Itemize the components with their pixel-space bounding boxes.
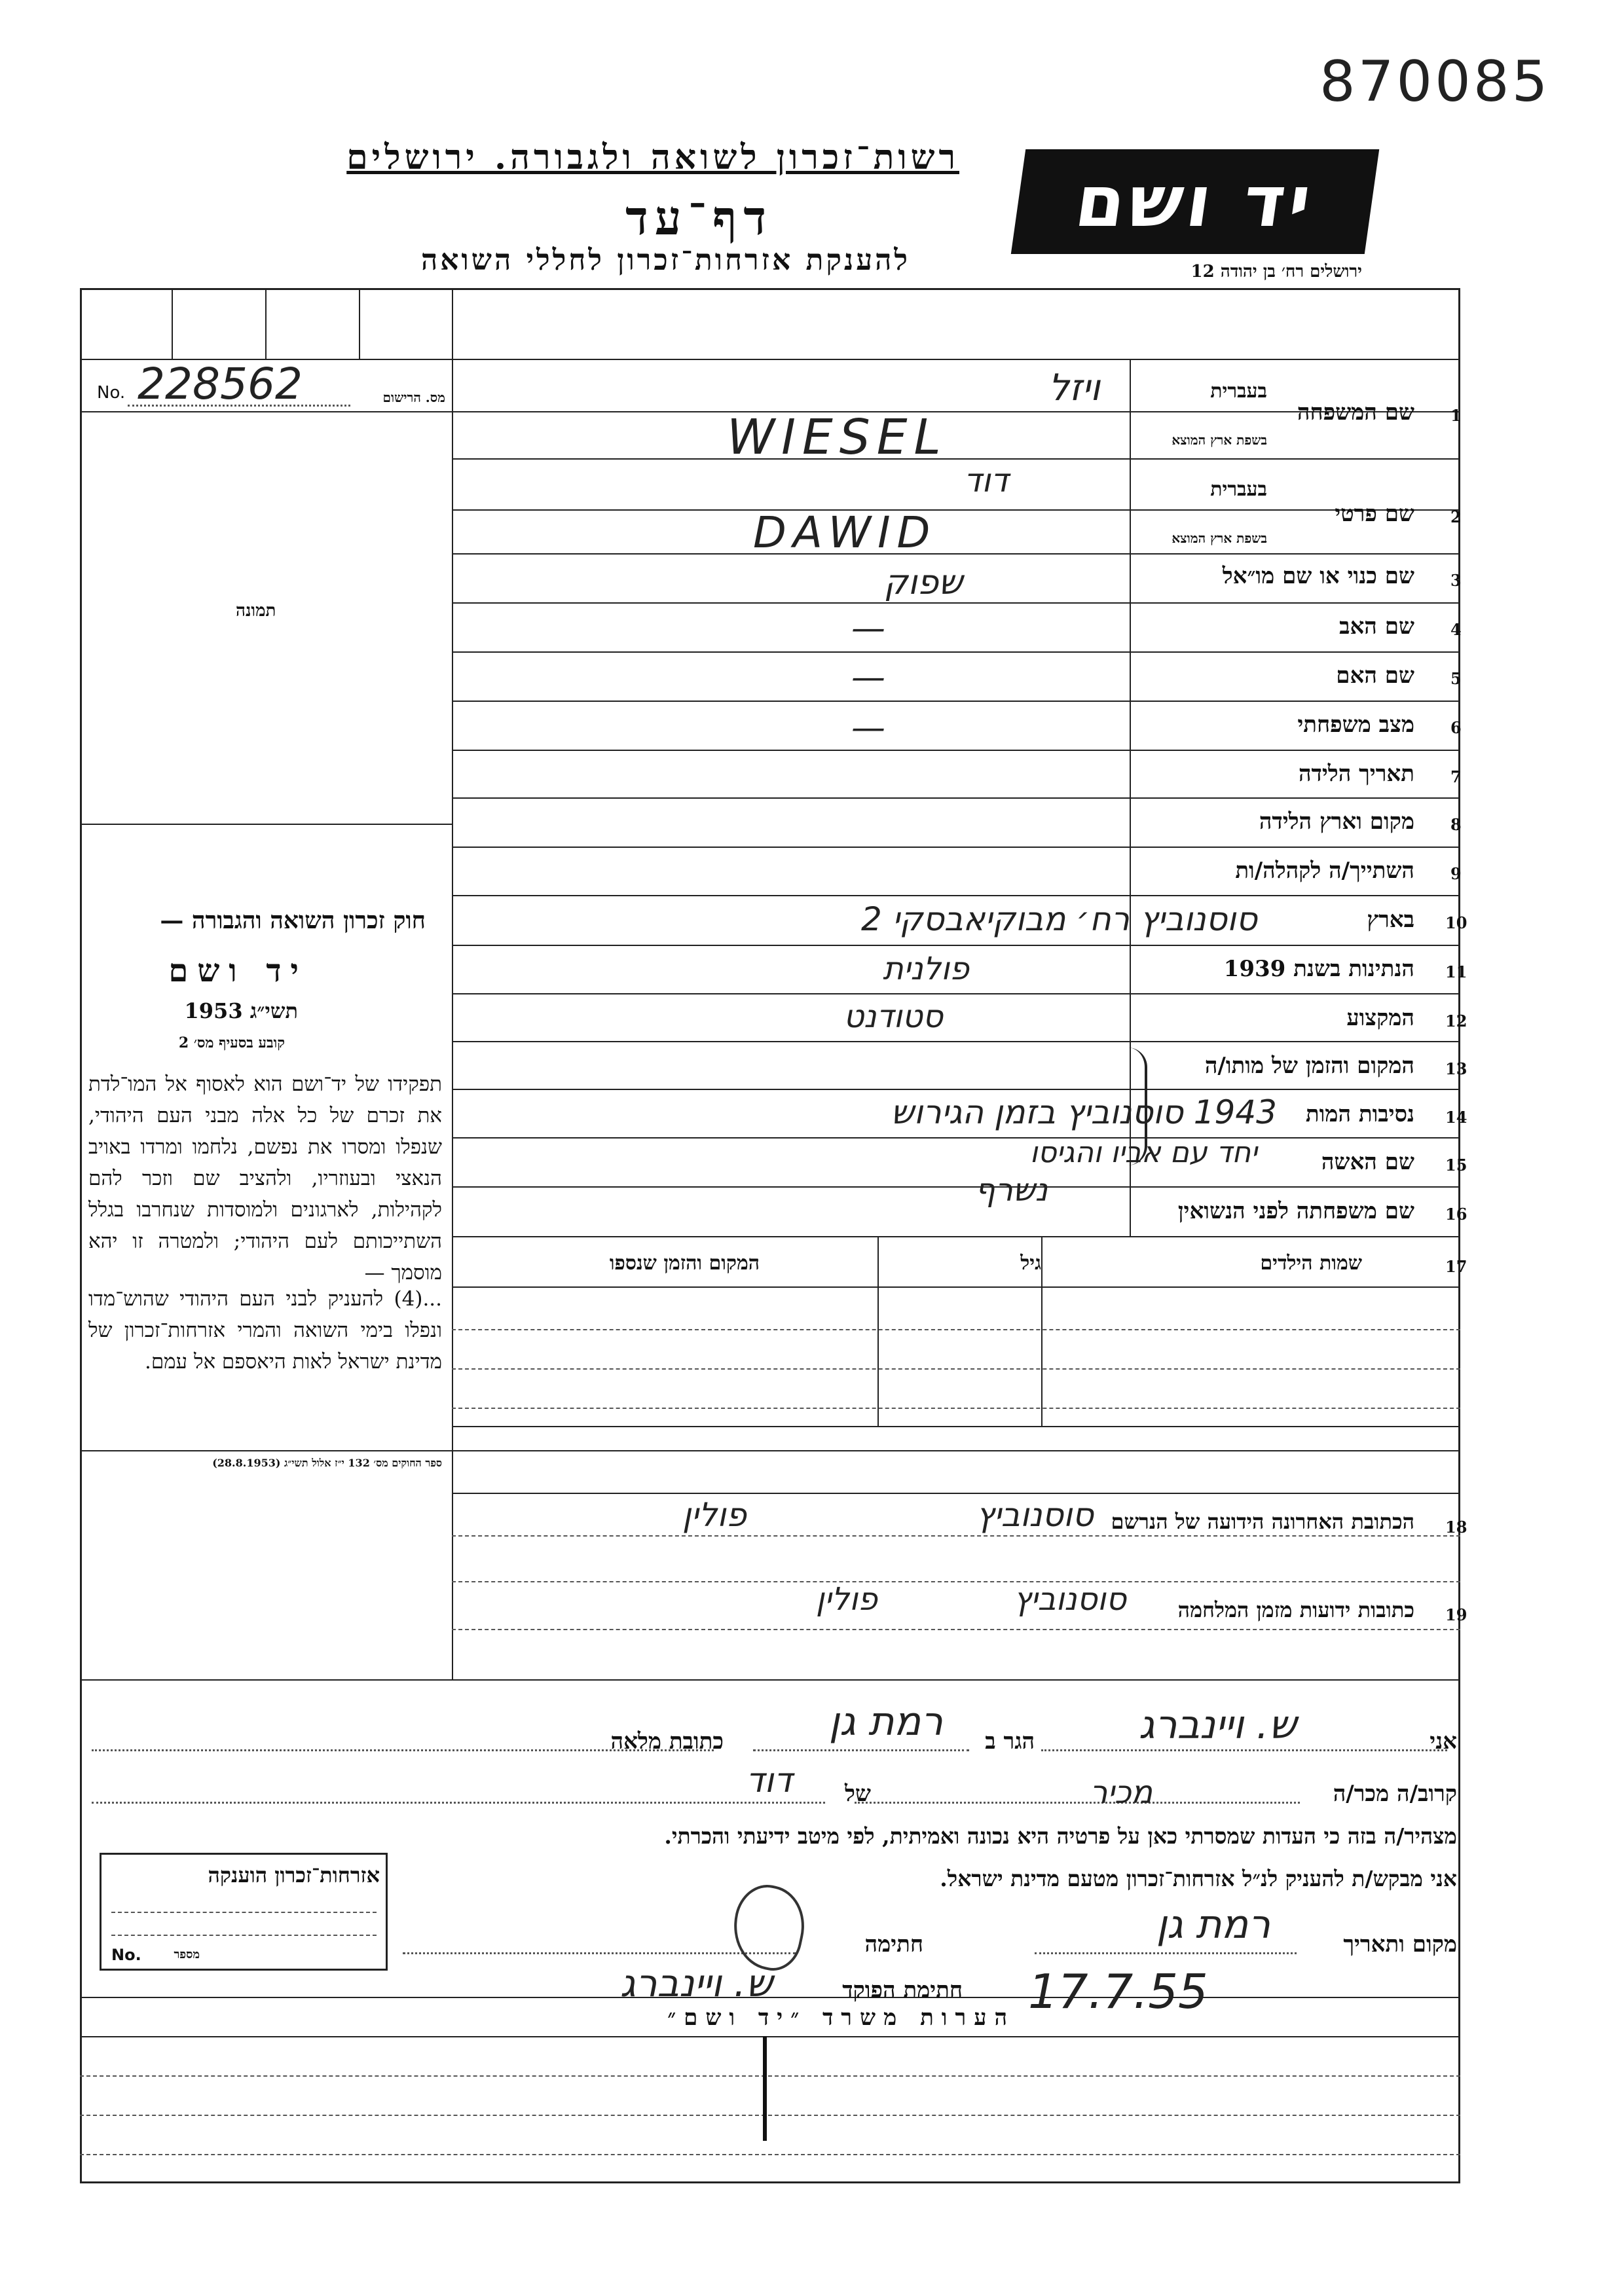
surname-hebrew-value: ויזל <box>1048 367 1100 409</box>
field-12-num: 12 <box>1445 1011 1467 1030</box>
decl-official-signature-value: ש. ויינברג <box>619 1961 773 2005</box>
photo-label: תמונה <box>236 601 276 621</box>
field-9-label: השתייך/ה לקהלה/ות <box>1235 858 1414 884</box>
law-reference: ספר החוקים מס׳ 132 י״ז אלול תשי״ג (28.8.1953) <box>212 1457 442 1469</box>
field-2-origin-sub: בשפת ארץ המוצא <box>1172 530 1267 546</box>
field-16-label: שם משפחתה לפני הנשואין <box>1177 1198 1414 1224</box>
field-18-num: 18 <box>1445 1518 1467 1537</box>
wartime-address-country: פולין <box>815 1581 877 1618</box>
field-16-num: 16 <box>1445 1205 1467 1224</box>
country-value: סוסנוביץ רח׳ מבוקיאבסקי 2 <box>861 900 1257 938</box>
field-14-label: נסיבות המות <box>1305 1101 1414 1127</box>
firstname-hebrew-value: דוד <box>963 462 1008 500</box>
decl-of: של <box>845 1781 871 1807</box>
page-title: דף־עד <box>625 190 773 246</box>
last-address-city: סוסנוביץ <box>976 1496 1094 1534</box>
archive-number: 870085 <box>1320 49 1551 115</box>
decl-statement-2: אני מבקש/ת להעניק לנ״ל אזרחות־זכרון מטעם מדינת ישראל. <box>940 1866 1457 1891</box>
field-18-label: הכתובת האחרונה הידועה של הנרשם <box>1111 1509 1414 1534</box>
mother-name-value: — <box>851 658 885 697</box>
field-9-num: 9 <box>1450 864 1462 883</box>
decl-relation-label: קרוב/ה מכר/ה <box>1333 1781 1457 1807</box>
surname-original-value: WIESEL <box>727 409 948 465</box>
citizenship-value: פולנית <box>883 951 969 987</box>
field-10-label: בארץ <box>1367 907 1414 933</box>
field-8-label: מקום וארץ הלידה <box>1259 809 1414 835</box>
field-19-num: 19 <box>1445 1605 1467 1624</box>
field-15-label: שם האשה <box>1321 1149 1414 1175</box>
field-8-num: 8 <box>1450 815 1462 834</box>
field-10-num: 10 <box>1445 913 1467 932</box>
field-3-label: שם כנוי או שם מו״אל <box>1222 563 1414 589</box>
field-14-num: 14 <box>1445 1108 1467 1127</box>
field-6-num: 6 <box>1450 718 1462 737</box>
field-11-num: 11 <box>1445 962 1467 981</box>
decl-ani: אני <box>1430 1728 1457 1755</box>
authority-title: רשות־זכרון לשואה ולגבורה. ירושלים <box>346 137 959 177</box>
field-19-label: כתובות ידועות מזמן המלחמה <box>1177 1597 1414 1622</box>
family-status-value: — <box>851 708 885 748</box>
law-title: חוק זכרון השואה והגבורה — <box>160 907 426 934</box>
field-13-label: המקום והזמן של מותו/ה <box>1204 1053 1414 1079</box>
law-year: תשי״ג 1953 <box>184 998 298 1023</box>
law-body-1: תפקידו של יד־ושם הוא לאסוף אל המו־לדת את זכרם של כל אלה מבני העם היהודי, שנפלו ומסרו את נפשם, נלחמו ומרדו באויב הנאצי ובעוזריו, ולהציב שם וזכר להם לקהילות, לארגונים ולמוסדות שנחרבו בגלל השתייכותם לעם היהודי; ולמטרה זו יהא מוסמך — <box>88 1072 442 1285</box>
last-address-country: פולין <box>682 1496 747 1534</box>
field-5-label: שם האם <box>1336 663 1414 689</box>
registration-no-label: No. <box>97 383 126 403</box>
field-2-hebrew-sub: בעברית <box>1210 478 1267 501</box>
death-circumstances-line2: יחד עם אביו והגיסו <box>1029 1136 1257 1169</box>
handwritten-bracket <box>1118 1048 1147 1165</box>
field-4-label: שם האב <box>1339 613 1414 640</box>
death-circumstances-line1: 1943 סוסנוביץ בזמן הגירוש <box>891 1093 1277 1131</box>
page-subtitle: להענקת אזרחות־זכרון לחללי השואה <box>420 244 910 277</box>
field-7-label: תאריך הלידה <box>1298 761 1414 787</box>
nickname-value: שפוק <box>883 563 963 602</box>
profession-value: סטודנט <box>843 998 943 1035</box>
decl-ani-value: ש. ויינברג <box>1138 1702 1297 1748</box>
decl-relation-value: מכיר <box>1090 1774 1153 1811</box>
field-3-num: 3 <box>1450 571 1462 590</box>
office-notes-title: הערות משרד ״יד ושם״ <box>667 2005 1015 2031</box>
field-4-num: 4 <box>1450 620 1462 639</box>
children-names-header: שמות הילדים <box>1260 1252 1362 1275</box>
field-2-label: שם פרטי <box>1335 501 1414 527</box>
firstname-original-value: DAWID <box>753 507 937 558</box>
field-11-label: הנתינות בשנת 1939 <box>1223 956 1414 982</box>
registration-he-label: מס. הרישום <box>382 390 445 405</box>
field-1-num: 1 <box>1450 406 1462 425</box>
decl-statement-1: מצהיר/ה בזה כי העדות שמסרתי כאן על פרטיה היא נכונה ואמיתית, לפי מיטב ידיעתי והכרתי. <box>664 1823 1457 1849</box>
decl-full-address: כתובת מלאה <box>610 1728 724 1755</box>
field-2-num: 2 <box>1450 507 1462 526</box>
field-7-num: 7 <box>1450 767 1462 786</box>
children-age-header: גיל <box>1020 1252 1041 1275</box>
field-17-num: 17 <box>1445 1257 1467 1276</box>
death-circumstances-line3: נשרף <box>974 1172 1048 1209</box>
law-name: יד ושם <box>168 953 308 989</box>
decl-lives-in: הגר ב <box>985 1728 1035 1755</box>
law-body-2: ...(4) להעניק לבני העם היהודי שהוש־מדו ונפלו בימי השואה והמרי אזרחות־זכרון של מדינת ישראל לאות היאספם אל עמם. <box>88 1287 442 1374</box>
yad-vashem-logo <box>1011 149 1379 254</box>
children-place-header: המקום והזמן שנספו <box>609 1252 760 1275</box>
field-1-label: שם המשפחה <box>1297 399 1414 426</box>
decl-date-value: 17.7.55 <box>1028 1964 1208 2019</box>
citizenship-box-he-label: מספר <box>174 1948 200 1961</box>
field-13-num: 13 <box>1445 1059 1467 1078</box>
registration-number: 228562 <box>138 359 303 409</box>
decl-official-signature-label: חתימת הפוקד <box>842 1977 963 2003</box>
decl-lives-value: רמת גן <box>828 1699 943 1745</box>
field-1-origin-sub: בשפת ארץ המוצא <box>1172 432 1267 448</box>
decl-place-date: מקום ותאריך <box>1343 1931 1457 1958</box>
decl-signature-label: חתימה <box>864 1931 923 1958</box>
citizenship-box-no: No. <box>111 1946 141 1964</box>
wartime-address-city: סוסנוביץ <box>1013 1581 1126 1618</box>
field-15-num: 15 <box>1445 1156 1467 1175</box>
field-1-hebrew-sub: בעברית <box>1210 380 1267 403</box>
logo-address: ירושלים רח׳ בן יהודה 12 <box>1190 262 1362 282</box>
law-clause: קובע בסעיף מס׳ 2 <box>178 1034 285 1051</box>
logo-text: יד ושם <box>1070 161 1320 243</box>
citizenship-box-title: אזרחות־זכרון הוענקה <box>208 1863 380 1887</box>
field-6-label: מצב משפחתי <box>1297 712 1414 738</box>
field-5-num: 5 <box>1450 669 1462 688</box>
father-name-value: — <box>851 609 885 648</box>
decl-place-value: רמת גן <box>1156 1902 1270 1948</box>
field-12-label: המקצוע <box>1346 1005 1414 1031</box>
decl-of-value: דוד <box>746 1761 792 1800</box>
